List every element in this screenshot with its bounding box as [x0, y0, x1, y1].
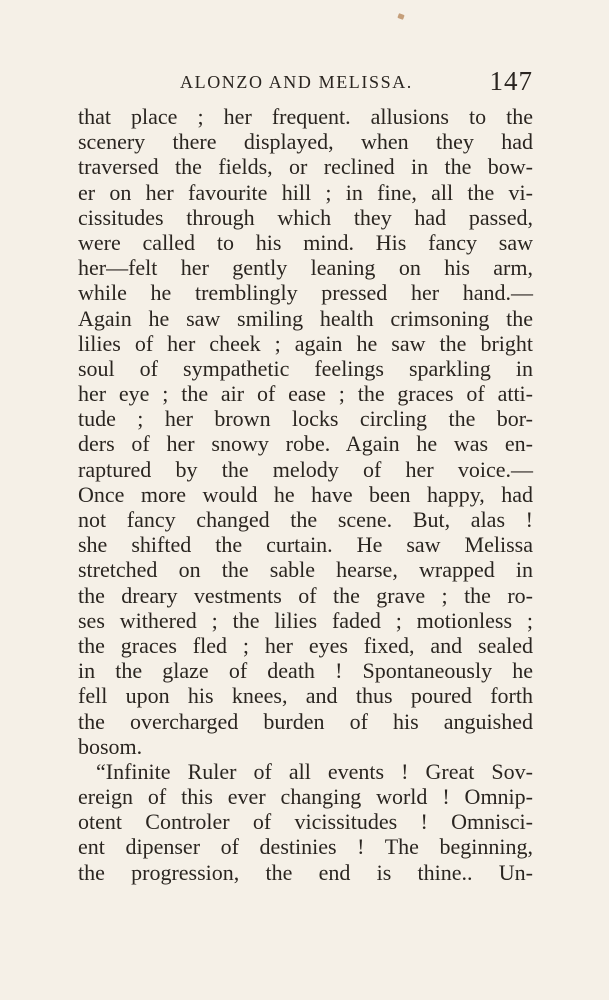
page-number: 147 — [489, 66, 533, 96]
text-line: Once more would he have been happy, had — [78, 481, 533, 507]
body-text — [78, 104, 533, 885]
text-line: ereign of this ever changing world ! Omnip- — [78, 784, 533, 810]
text-line: not fancy changed the scene. But, alas ! — [78, 507, 533, 532]
text-line: bosom. — [78, 733, 143, 759]
text-line: raptured by the melody of her voice.— — [78, 456, 533, 482]
text-line: the graces fled ; her eyes fixed, and sealed — [78, 632, 533, 658]
text-line: in the glaze of death ! Spontaneously he — [78, 658, 533, 684]
text-line: “Infinite Ruler of all events ! Great Sov- — [96, 758, 533, 784]
text-line: cissitudes through which they had passed, — [78, 204, 533, 230]
ink-speck — [397, 13, 404, 20]
text-line: that place ; her frequent. allusions to the — [78, 104, 533, 129]
text-line: stretched on the sable hearse, wrapped in — [78, 557, 533, 583]
text-line: ent dipenser of destinies ! The beginning, — [78, 834, 533, 860]
text-line: Again he saw smiling health crimsoning the — [78, 305, 533, 331]
running-head — [78, 66, 533, 100]
text-line: the progression, the end is thine.. Un- — [78, 859, 533, 885]
text-line: soul of sympathetic feelings sparkling in — [78, 355, 533, 381]
text-line: er on her favourite hill ; in fine, all the vi- — [78, 179, 533, 205]
text-line: her—felt her gently leaning on his arm, — [78, 255, 533, 281]
text-line: traversed the fields, or reclined in the bow- — [78, 154, 533, 180]
text-line: fell upon his knees, and thus poured forth — [78, 683, 533, 709]
text-line: tude ; her brown locks circling the bor- — [78, 406, 533, 432]
running-title: ALONZO AND MELISSA. — [180, 72, 413, 92]
text-line: were called to his mind. His fancy saw — [78, 229, 533, 255]
text-line: she shifted the curtain. He saw Melissa — [78, 532, 533, 558]
text-line: while he tremblingly pressed her hand.— — [78, 280, 533, 306]
text-line: the dreary vestments of the grave ; the ro- — [78, 582, 533, 608]
text-line: ders of her snowy robe. Again he was en- — [78, 431, 533, 457]
text-line: scenery there displayed, when they had — [78, 129, 533, 155]
text-line: otent Controler of vicissitudes ! Omnisci- — [78, 809, 533, 835]
text-line: lilies of her cheek ; again he saw the bright — [78, 330, 533, 356]
text-line: ses withered ; the lilies faded ; motionless ; — [78, 607, 533, 633]
text-line: her eye ; the air of ease ; the graces of atti- — [78, 381, 533, 407]
text-line: the overcharged burden of his anguished — [78, 708, 533, 734]
